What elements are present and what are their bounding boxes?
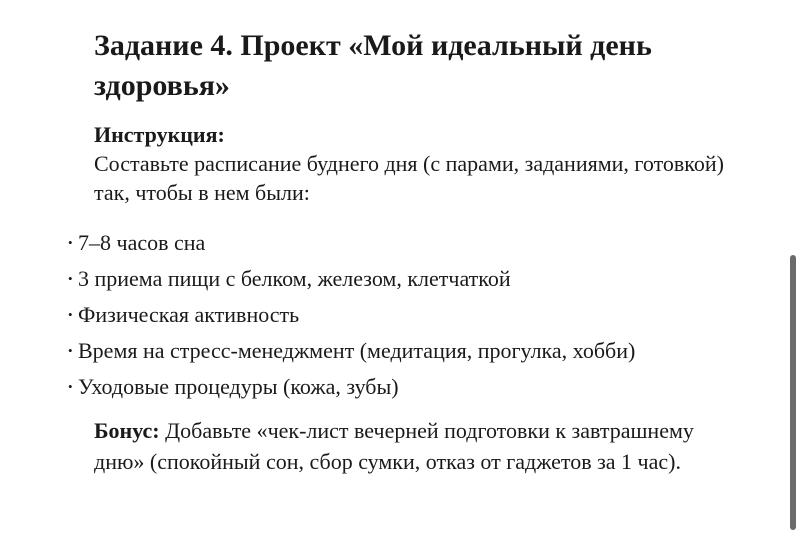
requirements-list xyxy=(68,225,635,405)
list-item xyxy=(68,297,635,333)
task-title: Задание 4. Проект «Мой идеальный день здоровья» xyxy=(94,29,652,102)
list-item-text: Время на стресс-менеджмент (медитация, прогулка, хобби) xyxy=(78,338,636,363)
instruction-block xyxy=(94,120,754,207)
list-item-text: 3 приема пищи с белком, железом, клетчаткой xyxy=(78,266,511,291)
bullet-icon: • xyxy=(68,343,73,358)
list-item xyxy=(68,333,635,369)
bullet-icon: • xyxy=(68,235,73,250)
list-item xyxy=(68,225,635,261)
list-item-text: 7–8 часов сна xyxy=(78,230,206,255)
bullet-icon: • xyxy=(68,271,73,286)
list-item xyxy=(68,369,635,405)
instruction-text: Составьте расписание буднего дня (с парами, заданиями, готовкой) так, чтобы в нем были: xyxy=(94,151,724,205)
list-item-text: Физическая активность xyxy=(78,302,300,327)
bonus-text: Добавьте «чек-лист вечерней подготовки к завтрашнему дню» (спокойный сон, сбор сумки, отказ от гаджетов за 1 час). xyxy=(94,418,694,474)
bullet-icon: • xyxy=(68,307,73,322)
list-item-text: Уходовые процедуры (кожа, зубы) xyxy=(78,374,399,399)
list-item xyxy=(68,261,635,297)
bullet-icon: • xyxy=(68,379,73,394)
bonus-label: Бонус: xyxy=(94,418,160,443)
vertical-scrollbar[interactable] xyxy=(790,255,796,530)
instruction-label: Инструкция: xyxy=(94,122,225,147)
bonus-block xyxy=(94,415,734,477)
